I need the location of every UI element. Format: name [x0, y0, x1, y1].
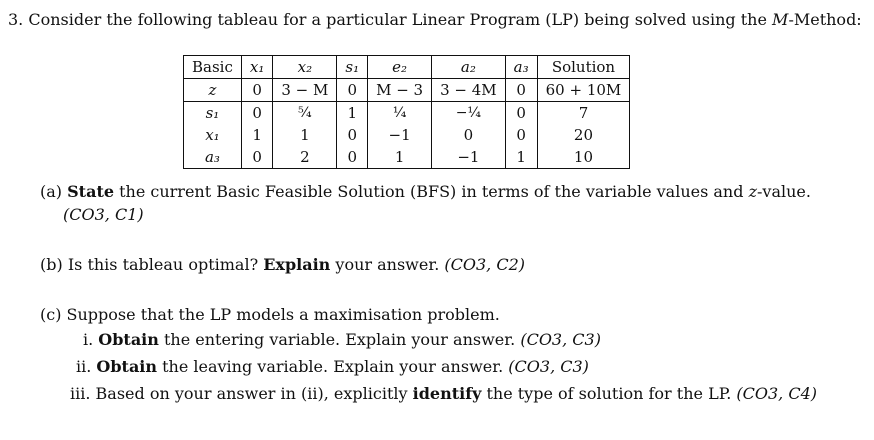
- cell-basic: s₁: [184, 102, 242, 125]
- part-a-text: the current Basic Feasible Solution (BFS) in terms of the variable values and: [114, 182, 749, 201]
- part-a-text2: -value.: [757, 182, 811, 201]
- part-a-zvar: z: [748, 182, 757, 201]
- part-c-iii-verb: identify: [412, 384, 482, 403]
- header-a3: a₃: [505, 56, 537, 79]
- header-x2: x₂: [273, 56, 337, 79]
- cell: 0: [241, 79, 272, 102]
- cell: 0: [505, 124, 537, 146]
- part-b-verb: Explain: [263, 255, 331, 274]
- part-b-label: (b): [40, 255, 63, 274]
- part-c-i-co: (CO3, C3): [520, 330, 601, 349]
- tableau-row-x1: [184, 124, 630, 146]
- header-s1: s₁: [337, 56, 368, 79]
- tableau-row-s1: [184, 102, 630, 125]
- cell: 3 − M: [273, 79, 337, 102]
- part-c-ii-text: the leaving variable. Explain your answer.: [157, 357, 509, 376]
- cell: 0: [337, 124, 368, 146]
- tableau-row-a3: [184, 146, 630, 169]
- part-c-ii: [76, 357, 589, 376]
- question-stem-text: Consider the following tableau for a particular Linear Program (LP) being solved using the: [28, 10, 773, 29]
- cell: 1: [241, 124, 272, 146]
- part-c-i: [83, 330, 601, 349]
- header-basic: Basic: [184, 56, 242, 79]
- part-c-iii-label: iii.: [70, 384, 91, 403]
- cell: 1: [337, 102, 368, 125]
- part-c-ii-co: (CO3, C3): [508, 357, 589, 376]
- cell: 2: [273, 146, 337, 169]
- part-b-text2: your answer.: [330, 255, 445, 274]
- part-b: [40, 255, 525, 274]
- part-c-i-label: i.: [83, 330, 94, 349]
- cell: ⁵⁄₄: [273, 102, 337, 125]
- part-a: [40, 182, 811, 201]
- header-a2: a₂: [432, 56, 506, 79]
- part-c-iii-text2: the type of solution for the LP.: [481, 384, 737, 403]
- question-stem: [8, 10, 862, 29]
- cell-solution: 7: [537, 102, 630, 125]
- cell: −1: [368, 124, 432, 146]
- tableau-row-z: [184, 79, 630, 102]
- cell: 0: [241, 146, 272, 169]
- cell: 0: [505, 102, 537, 125]
- part-b-text: Is this tableau optimal?: [62, 255, 264, 274]
- cell: 0: [337, 79, 368, 102]
- header-e2: e₂: [368, 56, 432, 79]
- part-a-label: (a): [40, 182, 63, 201]
- cell: 1: [273, 124, 337, 146]
- cell: M − 3: [368, 79, 432, 102]
- cell: 0: [505, 79, 537, 102]
- part-c: [40, 305, 500, 324]
- cell: 0: [337, 146, 368, 169]
- cell-solution: 10: [537, 146, 630, 169]
- part-c-text: Suppose that the LP models a maximisation problem.: [61, 305, 500, 324]
- part-c-iii-text: Based on your answer in (ii), explicitly: [90, 384, 413, 403]
- cell-solution: 20: [537, 124, 630, 146]
- simplex-tableau: [183, 55, 630, 169]
- header-solution: Solution: [537, 56, 630, 79]
- part-a-co: [63, 205, 144, 224]
- cell: −1: [432, 146, 506, 169]
- cell: ¹⁄₄: [368, 102, 432, 125]
- part-a-co-text: (CO3, C1): [63, 205, 144, 224]
- part-c-iii-co: (CO3, C4): [736, 384, 818, 403]
- cell: 0: [241, 102, 272, 125]
- cell-solution: 60 + 10M: [537, 79, 630, 102]
- part-c-ii-label: ii.: [76, 357, 92, 376]
- question-number: 3.: [8, 10, 24, 29]
- part-b-co: (CO3, C2): [444, 255, 526, 274]
- cell: 3 − 4M: [432, 79, 506, 102]
- cell: −¹⁄₄: [432, 102, 506, 125]
- method-letter: M: [772, 10, 789, 29]
- part-c-i-text: the entering variable. Explain your answer.: [158, 330, 521, 349]
- tableau-header-row: [184, 56, 630, 79]
- cell-basic: a₃: [184, 146, 242, 169]
- part-a-verb: State: [67, 182, 115, 201]
- header-x1: x₁: [241, 56, 272, 79]
- cell: 1: [368, 146, 432, 169]
- question-stem-suffix: -Method:: [788, 10, 862, 29]
- cell: 1: [505, 146, 537, 169]
- part-c-iii: [70, 384, 817, 403]
- part-c-i-verb: Obtain: [98, 330, 159, 349]
- part-c-label: (c): [40, 305, 62, 324]
- cell-basic: x₁: [184, 124, 242, 146]
- cell-basic: z: [184, 79, 242, 102]
- cell: 0: [432, 124, 506, 146]
- part-c-ii-verb: Obtain: [96, 357, 158, 376]
